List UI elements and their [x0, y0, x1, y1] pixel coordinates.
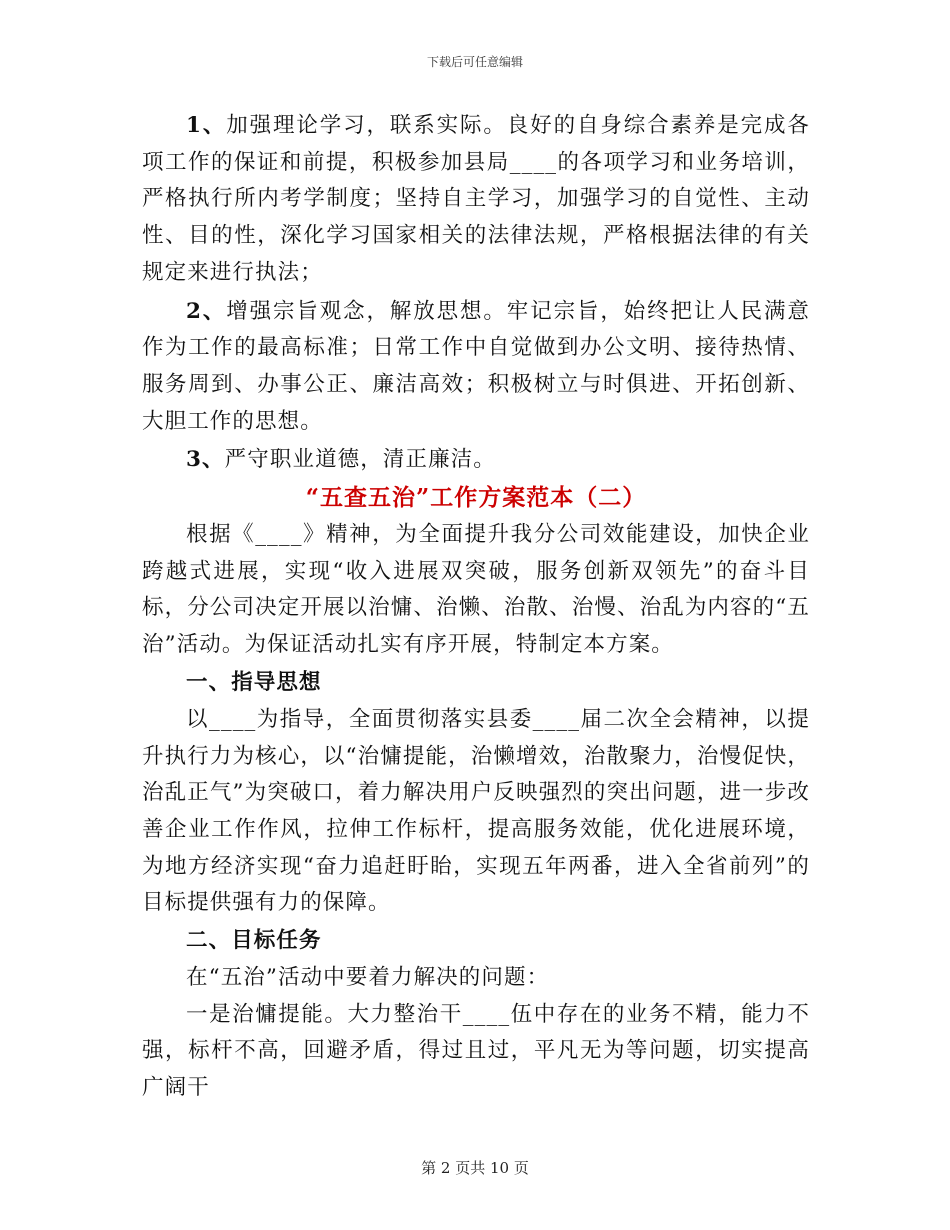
document-body: [142, 108, 810, 1107]
section-1-paragraph: 以____为指导，全面贯彻落实县委____届二次全会精神，以提升执行力为核心，以“治慵提能，治懒增效，治散聚力，治慢促快，治乱正气”为突破口，着力解决用户反映强烈的突出问题，进一步改善企业工作作风，拉伸工作标杆，提高服务效能，优化进展环境，为地方经济实现“奋力追赶盱眙，实现五年两番，进入全省前列”的目标提供强有力的保障。: [142, 706, 810, 916]
list-item-2: [142, 294, 810, 441]
list-number: 3、: [186, 447, 225, 473]
page-footer: 第 2 页共 10 页: [421, 1159, 529, 1177]
section-2-paragraph-1: 在“五治”活动中要着力解决的问题：: [186, 965, 550, 991]
section-heading-1: 一、指导思想: [186, 669, 322, 695]
intro-paragraph: 根据《____》精神，为全面提升我分公司效能建设，加快企业跨越式进展，实现“收入进展双突破，服务创新双领先”的奋斗目标，分公司决定开展以治慵、治懒、治散、治慢、治乱为内容的“五治”活动。为保证活动扎实有序开展，特制定本方案。: [142, 522, 810, 658]
page-header: 下载后可任意编辑: [426, 55, 523, 69]
list-item-1: [142, 108, 810, 292]
list-item-text: 增强宗旨观念，解放思想。牢记宗旨，始终把让人民满意作为工作的最高标准；日常工作中自觉做到办公文明、接待热情、服务周到、办事公正、廉洁高效；积极树立与时俱进、开拓创新、大胆工作的思想。: [142, 298, 810, 434]
list-number: 1、: [186, 113, 227, 138]
section-2-paragraph-2: 一是治慵提能。大力整治干____伍中存在的业务不精，能力不强，标杆不高，回避矛盾，得过且过，平凡无为等问题，切实提高广阔干: [142, 1001, 810, 1101]
section-heading-2: 二、目标任务: [186, 928, 322, 954]
list-item-text: 严守职业道德，清正廉洁。: [224, 447, 496, 473]
list-number: 2、: [186, 298, 227, 324]
list-item-text: 加强理论学习，联系实际。良好的自身综合素养是完成各项工作的保证和前提，积极参加县局____的各项学习和业务培训，严格执行所内考学制度；坚持自主学习，加强学习的自觉性、主动性、目的性，深化学习国家相关的法律法规，严格根据法律的有关规定来进行执法；: [142, 113, 810, 285]
document-title: “五查五治”工作方案范本（二）: [305, 484, 647, 512]
list-item-3: [142, 442, 810, 479]
